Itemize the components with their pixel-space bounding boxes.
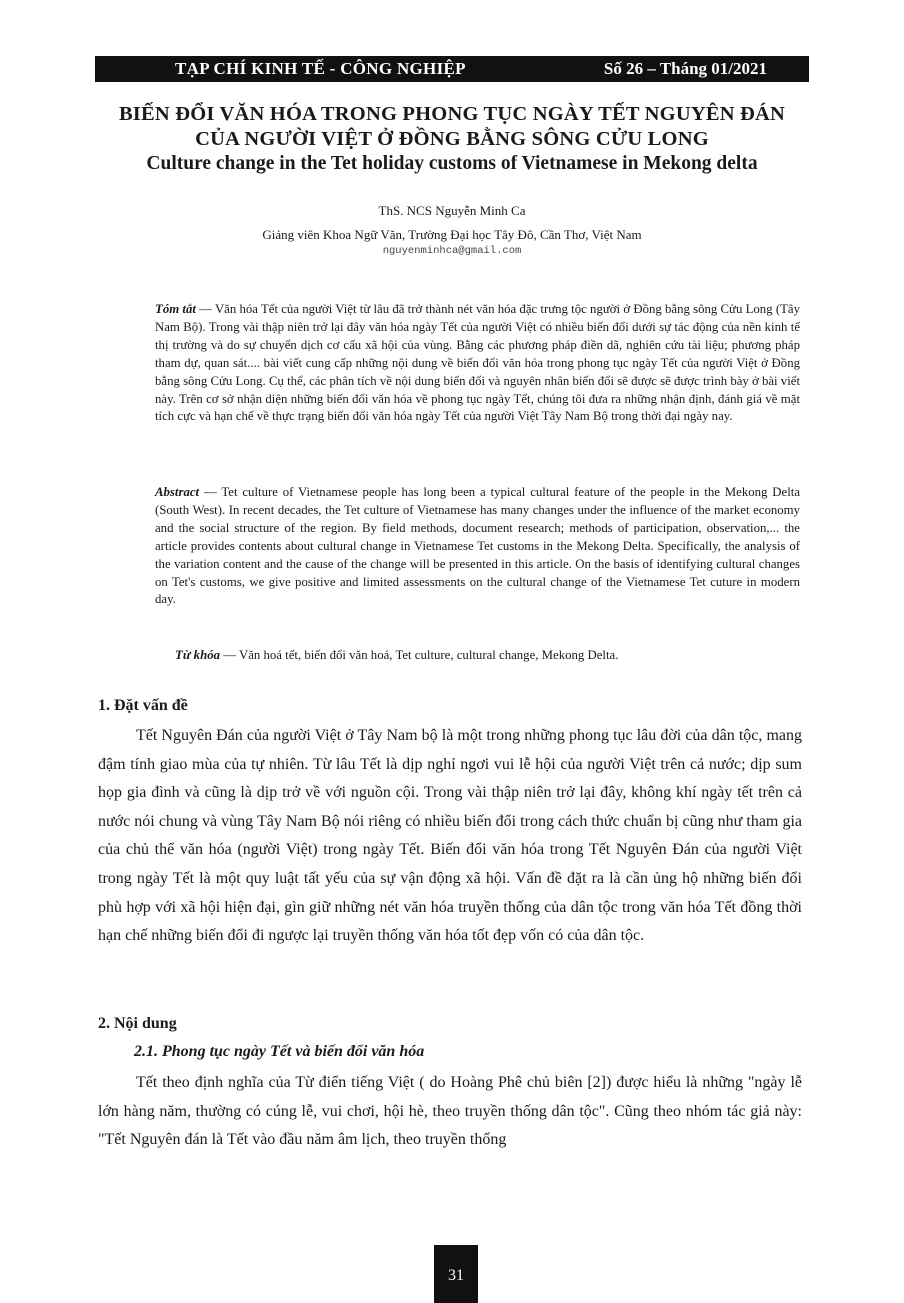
journal-header-bar bbox=[95, 56, 809, 82]
keywords-label: Từ khóa bbox=[175, 648, 220, 662]
summary-label: Tóm tắt bbox=[155, 302, 196, 316]
section-2-1-paragraph: Tết theo định nghĩa của Từ điển tiếng Việt ( do Hoàng Phê chủ biên [2]) được hiểu là những "ngày lễ lớn hàng năm, thường có cúng lễ, vui chơi, hội hè, theo truyền thống dân tộc". Cũng theo nhóm tác giả này: "Tết Nguyên đán là Tết vào đầu năm âm lịch, theo truyền thống bbox=[98, 1074, 802, 1149]
summary-vietnamese bbox=[155, 301, 800, 426]
page-number: 31 bbox=[448, 1267, 464, 1284]
title-vietnamese-line-1: BIẾN ĐỔI VĂN HÓA TRONG PHONG TỤC NGÀY TẾT NGUYÊN ĐÁN bbox=[118, 103, 786, 125]
title-english: Culture change in the Tet holiday customs of Vietnamese in Mekong delta bbox=[146, 153, 758, 174]
author-affiliation: Giảng viên Khoa Ngữ Văn, Trường Đại học Tây Đô, Cần Thơ, Việt Nam bbox=[262, 227, 642, 242]
journal-name: TẠP CHÍ KINH TẾ - CÔNG NGHIỆP bbox=[175, 59, 466, 78]
page-number-box bbox=[434, 1245, 478, 1303]
title-vietnamese-line-2: CỦA NGƯỜI VIỆT Ở ĐỒNG BẰNG SÔNG CỬU LONG bbox=[195, 128, 709, 150]
abstract-english bbox=[155, 484, 800, 609]
summary-text: — Văn hóa Tết của người Việt từ lâu đã trở thành nét văn hóa đặc trưng tộc người ở Đồng bằng sông Cửu Long (Tây Nam Bộ). Trong vài thập niên trở lại đây văn hóa ngày Tết của người Việt có nhiều biến đổi dưới sự tác động của nền kinh tế thị trường và do sự chuyển dịch cơ cấu xã hội của vùng. Bằng các phương pháp điền dã, nghiên cứu tài liệu; phương pháp tham dự, quan sát.... bài viết cung cấp những nội dung về biến đổi văn hóa trong phong tục ngày Tết của người Việt ở Đồng bằng sông Cửu Long. Cụ thể, các phân tích về nội dung biến đổi và nguyên nhân biến đổi sẽ được sẽ được trình bày ở bài viết này. Trên cơ sở nhận diện những biến đổi văn hóa về phong tục ngày Tết, chúng tôi đưa ra những nhận định, đánh giá về mặt tích cực và hạn chế về thực trạng biến đổi văn hóa ngày Tết của người Việt Tây Nam Bộ trong thời đại ngày nay. bbox=[155, 302, 800, 424]
section-1-paragraph: Tết Nguyên Đán của người Việt ở Tây Nam bộ là một trong những phong tục lâu đời của dân tộc, mang đậm tính giao mùa của tự nhiên. Từ lâu Tết là dịp nghỉ ngơi vui lễ hội của người Việt trên cả nước; dịp sum họp gia đình và cũng là dịp trở về với nguồn cội. Trong vài thập niên trở lại đây, không khí ngày tết trên cả nước nói chung và vùng Tây Nam Bộ nói riêng có nhiều biến đổi trong cách thức chuẩn bị cũng như tham gia của chủ thể văn hóa (người Việt) trong ngày Tết. Biến đổi văn hóa trong Tết Nguyên Đán của người Việt trong ngày Tết là một quy luật tất yếu của sự vận động xã hội. Vấn đề đặt ra là cần ủng hộ những biến đổi phù hợp với xã hội hiện đại, gìn giữ những nét văn hóa truyền thống của dân tộc trong văn hóa Tết đồng thời hạn chế những biến đổi đi ngược lại truyền thống văn hóa tốt đẹp vốn có của dân tộc. bbox=[98, 727, 802, 945]
author-email: nguyenminhca@gmail.com bbox=[382, 245, 522, 257]
author-name: ThS. NCS Nguyễn Minh Ca bbox=[378, 203, 526, 218]
section-2-1-subheading: 2.1. Phong tục ngày Tết và biến đổi văn hóa bbox=[134, 1043, 425, 1060]
section-1-heading: 1. Đặt vấn đề bbox=[98, 697, 188, 714]
issue-number: Số 26 – Tháng 01/2021 bbox=[603, 59, 767, 78]
keywords bbox=[175, 647, 800, 665]
abstract-label: Abstract bbox=[155, 485, 200, 499]
abstract-text: — Tet culture of Vietnamese people has long been a typical cultural feature of the people in the Mekong Delta (South West). In recent decades, the Tet culture of Vietnamese has many changes under the influence of the market economy and the social structure of the region. By field methods, document research; methods of participation, observation,... the article provides contents about cultural change in Vietnamese Tet customs in the Mekong Delta. Specifically, the analysis of the variation content and the cause of the change will be presented in this article. On the basis of identifying cultural changes on Tet's customs, we give positive and limited assessments on the cultural change of the Vietnamese Tet cuture in modern day. bbox=[155, 485, 800, 607]
section-2-heading: 2. Nội dung bbox=[98, 1015, 177, 1032]
keywords-text: — Văn hoá tết, biến đổi văn hoá, Tet culture, cultural change, Mekong Delta. bbox=[220, 648, 619, 662]
